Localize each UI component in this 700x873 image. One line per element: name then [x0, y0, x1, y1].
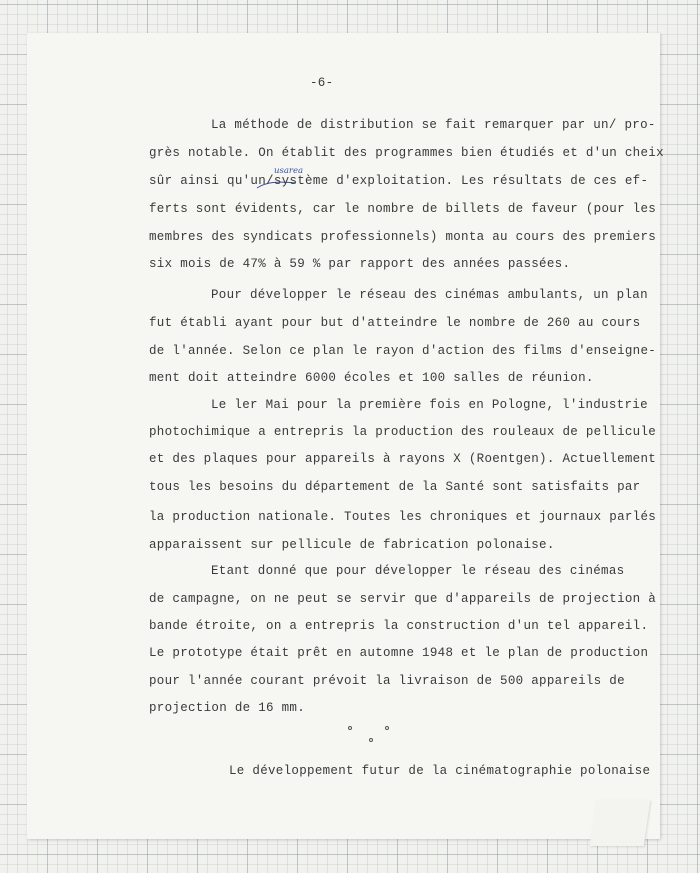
paragraph-2-line-3: de l'année. Selon ce plan le rayon d'action des films d'enseigne- [149, 344, 657, 358]
paragraph-4-line-4: Le prototype était prêt en automne 1948 et le plan de production [149, 646, 649, 660]
paragraph-3-line-6: apparaissent sur pellicule de fabrication polonaise. [149, 538, 555, 552]
paragraph-3-line-2: photochimique a entrepris la production des rouleaux de pellicule [149, 425, 657, 439]
paragraph-2-line-2: fut établi ayant pour but d'atteindre le nombre de 260 au cours [149, 316, 641, 330]
paragraph-4-line-2: de campagne, on ne peut se servir que d'appareils de projection à [149, 592, 657, 606]
paragraph-3-line-3: et des plaques pour appareils à rayons X (Roentgen). Actuellement [149, 452, 657, 466]
sheet-folded-corner [590, 800, 650, 846]
paragraph-3-line-5: la production nationale. Toutes les chroniques et journaux parlés [149, 510, 657, 524]
separator-dot [348, 726, 352, 730]
paragraph-2-line-4: ment doit atteindre 6000 écoles et 100 salles de réunion. [149, 371, 594, 385]
paragraph-4-line-6: projection de 16 mm. [149, 701, 306, 715]
paragraph-4-line-3: bande étroite, on a entrepris la construction d'un tel appareil. [149, 619, 649, 633]
separator-dot [369, 738, 373, 742]
paragraph-1-line-5: membres des syndicats professionnels) monta au cours des premiers [149, 230, 657, 244]
paragraph-3-line-1: Le ler Mai pour la première fois en Pologne, l'industrie [211, 398, 648, 412]
handwritten-annotation: usarea [274, 166, 304, 176]
paragraph-1-line-4: ferts sont évidents, car le nombre de billets de faveur (pour les [149, 202, 657, 216]
paragraph-1-line-6: six mois de 47% à 59 % par rapport des années passées. [149, 257, 571, 271]
paragraph-3-line-4: tous les besoins du département de la Santé sont satisfaits par [149, 480, 641, 494]
paragraph-1-line-3: sûr ainsi qu'un/système d'exploitation. Les résultats de ces ef- [149, 174, 649, 188]
paragraph-4-line-5: pour l'année courant prévoit la livraison de 500 appareils de [149, 674, 625, 688]
page-number: -6- [310, 76, 334, 90]
paragraph-1-line-1: La méthode de distribution se fait remarquer par un/ pro- [211, 118, 656, 132]
separator-dot [385, 726, 389, 730]
paragraph-2-line-1: Pour développer le réseau des cinémas ambulants, un plan [211, 288, 648, 302]
paragraph-1-line-2: grès notable. On établit des programmes bien étudiés et d'un cheix [149, 146, 664, 160]
section-heading: Le développement futur de la cinématographie polonaise [229, 764, 651, 778]
paragraph-4-line-1: Etant donné que pour développer le réseau des cinémas [211, 564, 625, 578]
